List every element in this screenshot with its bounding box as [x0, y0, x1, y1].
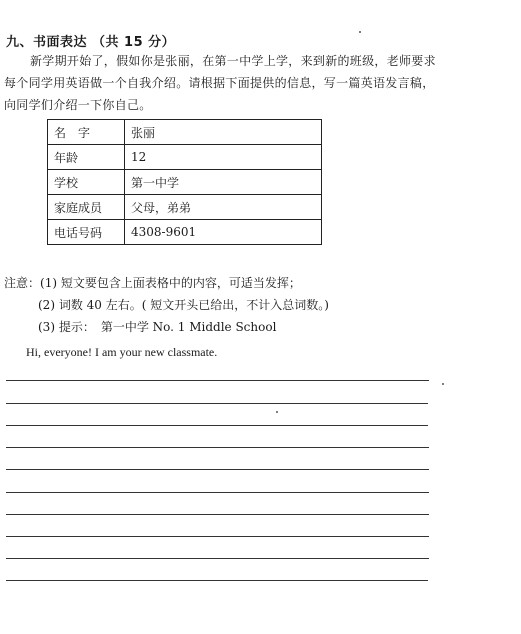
- table-row: [48, 170, 322, 195]
- opening-sentence: Hi, everyone! I am your new classmate.: [26, 345, 218, 359]
- note-item-2: (2) 词数 40 左右。( 短文开头已给出，不计入总词数。): [38, 298, 329, 312]
- writing-line[interactable]: [6, 536, 429, 537]
- writing-line[interactable]: [6, 403, 428, 404]
- field-age: 年龄: [48, 145, 125, 170]
- scan-speck: [276, 411, 278, 413]
- field-school: 学校: [48, 170, 125, 195]
- field-phone: 电话号码: [48, 220, 125, 245]
- note-item-3: (3) 提示： 第一中学 No. 1 Middle School: [38, 320, 277, 334]
- writing-line[interactable]: [6, 425, 428, 426]
- notes-label: 注意：: [4, 276, 41, 290]
- table-row: [48, 220, 322, 245]
- writing-line[interactable]: [6, 580, 428, 581]
- writing-line[interactable]: [6, 447, 429, 448]
- table-row: [48, 145, 322, 170]
- task-instructions: 新学期开始了，假如你是张丽，在第一中学上学，来到新的班级，老师要求每个同学用英语做一个自我介绍。请根据下面提供的信息，写一篇英语发言稿，向同学们介绍一下你自己。: [4, 54, 436, 112]
- field-value: 12: [125, 145, 322, 170]
- writing-line[interactable]: [6, 469, 429, 470]
- field-value: 4308-9601: [125, 220, 322, 245]
- scan-speck: [442, 383, 444, 385]
- note-item-1: (1) 短文要包含上面表格中的内容，可适当发挥；: [40, 276, 301, 290]
- scan-speck: [359, 31, 361, 33]
- writing-line[interactable]: [6, 558, 429, 559]
- table-row: [48, 120, 322, 145]
- writing-line[interactable]: [6, 492, 429, 493]
- note-row-1: [4, 272, 329, 294]
- writing-line[interactable]: [6, 380, 429, 381]
- table-row: [48, 195, 322, 220]
- notes: [4, 272, 329, 338]
- field-name: 名 字: [48, 120, 125, 145]
- field-value: 父母，弟弟: [125, 195, 322, 220]
- field-value: 张丽: [125, 120, 322, 145]
- section-title: 九、书面表达 （共 15 分）: [6, 35, 176, 50]
- field-value: 第一中学: [125, 170, 322, 195]
- info-table: [47, 119, 322, 245]
- writing-line[interactable]: [6, 514, 429, 515]
- field-family: 家庭成员: [48, 195, 125, 220]
